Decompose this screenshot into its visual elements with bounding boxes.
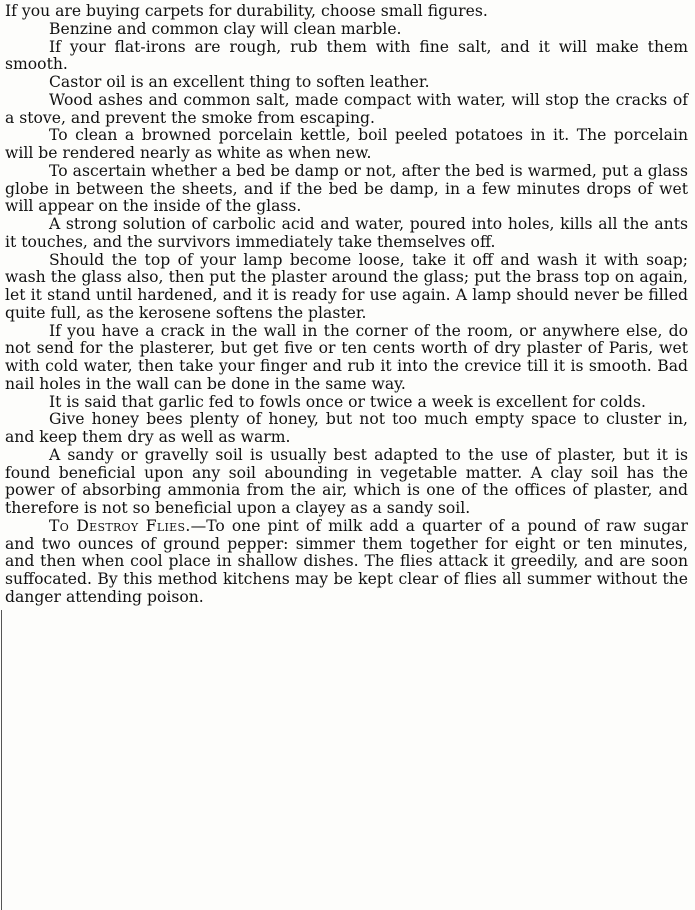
- paragraph-lead-heading: To Destroy Flies.: [49, 516, 191, 535]
- paragraph-text: To ascertain whether a bed be damp or not, after the bed is warmed, put a glass globe in between the sheets, and if the bed be damp, in a few minutes drops of wet will appear on the inside of the glass.: [5, 161, 688, 216]
- paragraph-wall-crack: [5, 323, 688, 394]
- paragraph-damp-bed: [5, 163, 688, 216]
- paragraph-honey-bees: [5, 411, 688, 447]
- paragraph-porcelain-kettle: [5, 127, 688, 163]
- household-hints-article: [5, 3, 688, 607]
- paragraph-text: It is said that garlic fed to fowls once or twice a week is excellent for colds.: [49, 392, 646, 411]
- paragraph-text: If you are buying carpets for durability, choose small figures.: [5, 2, 488, 20]
- paragraph-text: A strong solution of carbolic acid and water, poured into holes, kills all the ants it touches, and the survivors immediately take themselves off.: [5, 215, 688, 251]
- paragraph-garlic: [5, 394, 688, 412]
- paragraph-text: Should the top of your lamp become loose, take it off and wash it with soap; wash the glass also, then put the plaster around the glass; put the brass top on again, let it stand until hardened, and it is ready for use again. A lamp should never be filled quite full, as the kerosene softens the plaster.: [5, 250, 688, 322]
- paragraph-text: —To one pint of milk add a quarter of a pound of raw sugar and two ounces of ground pepper: simmer them together for eight or ten minutes, and then when cool place in shallow dishes. The flies attack it greedily, and are soon suffocated. By this method kitchens may be kept clear of flies all summer without the danger attending poison.: [5, 516, 688, 606]
- paragraph-text: If your flat-irons are rough, rub them with fine salt, and it will make them smooth.: [5, 37, 688, 74]
- paragraph-destroy-flies: [5, 518, 688, 607]
- paragraph-text: Wood ashes and common salt, made compact with water, will stop the cracks of a stove, and prevent the smoke from escaping.: [5, 90, 688, 127]
- paragraph-text: To clean a browned porcelain kettle, boil peeled potatoes in it. The porcelain will be rendered nearly as white as when new.: [5, 126, 688, 162]
- paragraph-wood-ashes: [5, 92, 688, 128]
- paragraph-text: Castor oil is an excellent thing to soften leather.: [49, 73, 430, 91]
- paragraph-flat-irons: [5, 39, 688, 75]
- paragraph-marble: [5, 21, 688, 39]
- paragraph-lamp: [5, 252, 688, 323]
- paragraph-text: If you have a crack in the wall in the corner of the room, or anywhere else, do not send for the plasterer, but get five or ten cents worth of dry plaster of Paris, wet with cold water, then take your finger and rub it into the crevice till it is smooth. Bad nail holes in the wall can be done in the same way.: [5, 321, 688, 393]
- paragraph-text: Benzine and common clay will clean marble.: [49, 19, 402, 38]
- column-rule: [1, 610, 2, 910]
- paragraph-carbolic-acid: [5, 216, 688, 252]
- paragraph-carpets: [5, 3, 688, 21]
- paragraph-castor-oil: [5, 74, 688, 92]
- paragraph-plaster-soil: [5, 447, 688, 518]
- paragraph-text: Give honey bees plenty of honey, but not too much empty space to cluster in, and keep them dry as well as warm.: [5, 410, 688, 446]
- paragraph-text: A sandy or gravelly soil is usually best adapted to the use of plaster, but it is found beneficial upon any soil abounding in vegetable matter. A clay soil has the power of absorbing ammonia from the air, which is one of the offices of plaster, and therefore is not so beneficial upon a clayey as a sandy soil.: [5, 445, 688, 517]
